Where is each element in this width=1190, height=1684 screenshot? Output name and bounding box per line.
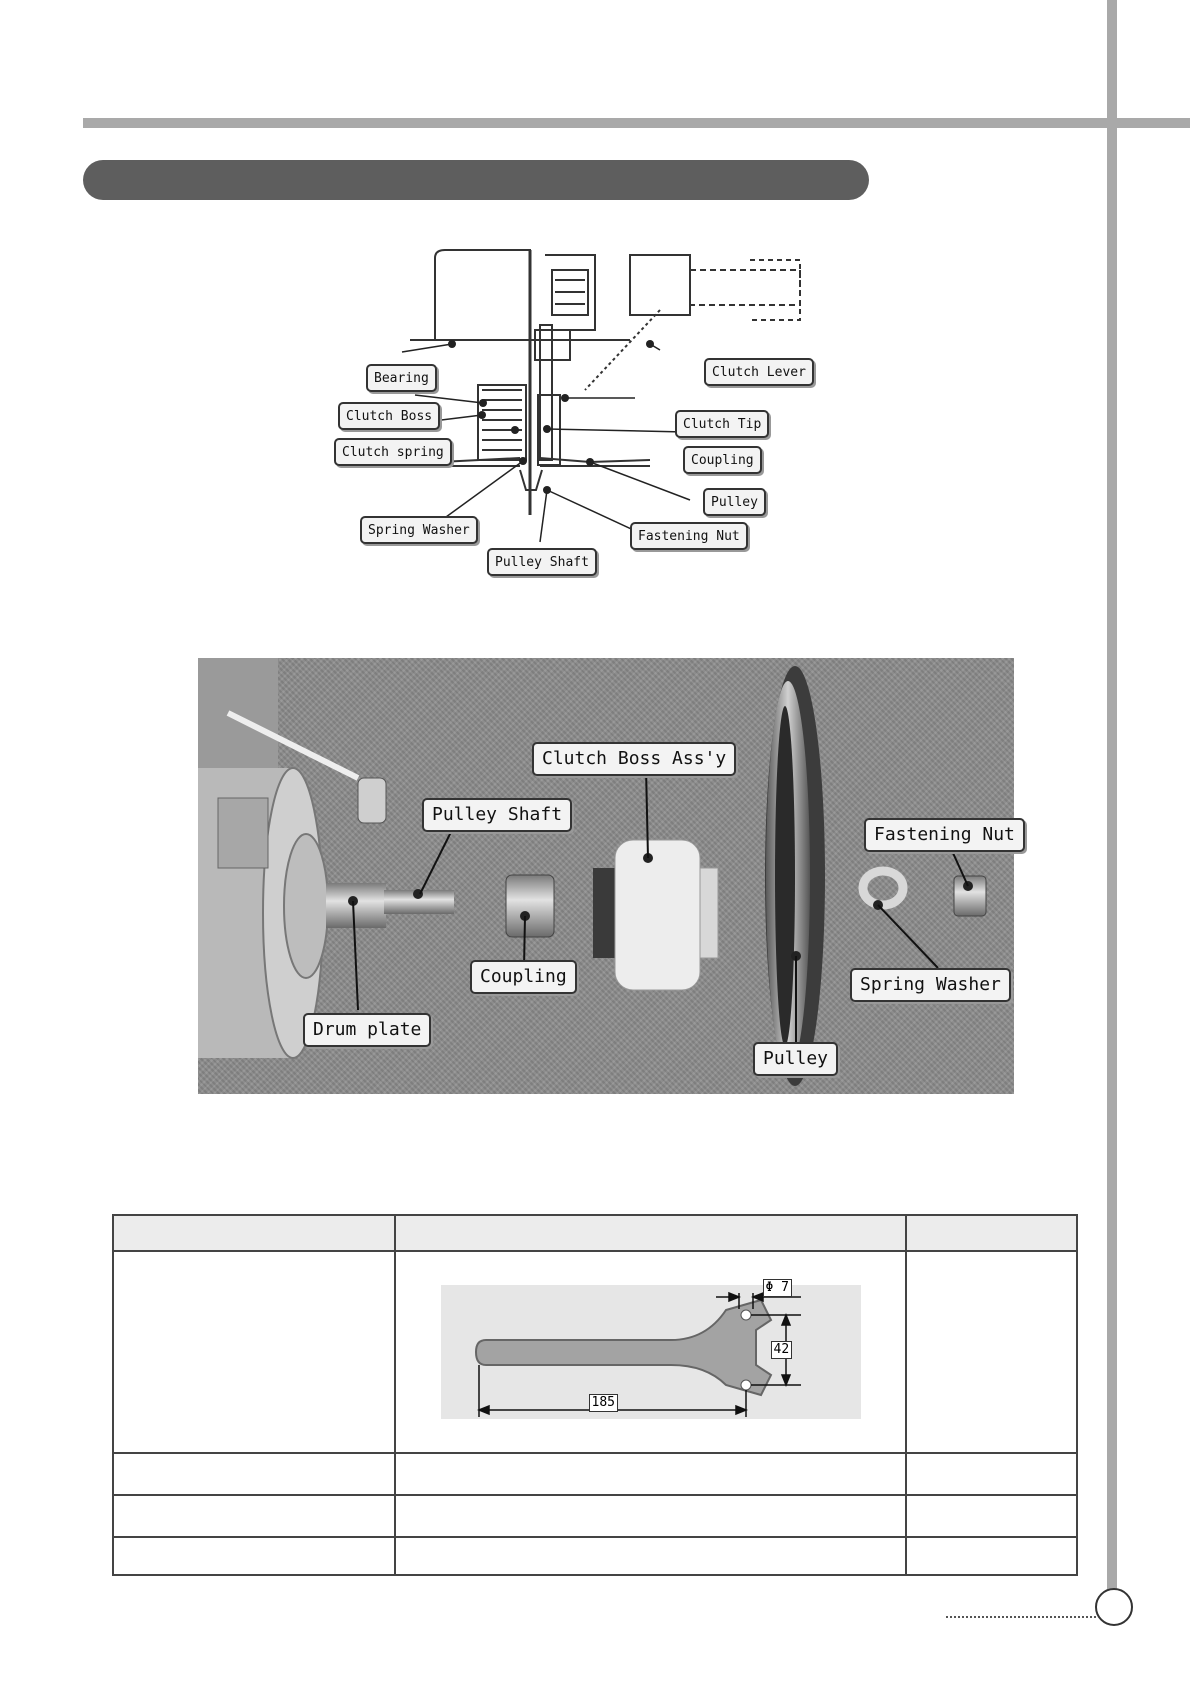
diagram-label-clutch-lever: Clutch Lever [704, 358, 814, 386]
table-header-row [113, 1215, 1077, 1251]
table-row [113, 1495, 1077, 1537]
diagram-label-bearing: Bearing [366, 364, 437, 392]
clutch-boss-body [478, 385, 526, 460]
page-number-leader [946, 1616, 1096, 1618]
table-cell [113, 1537, 395, 1575]
table-cell [906, 1453, 1077, 1495]
section-title-bar [83, 160, 869, 200]
pulley-right [540, 458, 650, 462]
dimension-diameter: Φ 7 [763, 1279, 792, 1297]
wrench-shape [476, 1300, 771, 1395]
table-cell [113, 1453, 395, 1495]
page-number-badge [1095, 1588, 1133, 1626]
diagram-label-fastening-nut: Fastening Nut [630, 522, 748, 550]
dimension-length: 185 [589, 1394, 618, 1412]
table-cell-tool-drawing [395, 1251, 906, 1453]
photo-label-drum-plate: Drum plate [303, 1013, 431, 1047]
wrench-tool-drawing [441, 1285, 861, 1419]
lever-housing [630, 255, 690, 315]
photo-label-fastening-nut: Fastening Nut [864, 818, 1025, 852]
drum-hub [284, 834, 328, 978]
wrench-tool-image [441, 1280, 861, 1419]
clutch-boss-part [615, 840, 700, 990]
table-cell [906, 1495, 1077, 1537]
table-header-cell [113, 1215, 395, 1251]
clutch-boss-ring [593, 868, 615, 958]
coupling-part [506, 875, 554, 937]
lever-rod [585, 310, 660, 390]
diagram-label-spring-washer: Spring Washer [360, 516, 478, 544]
table-header-cell [395, 1215, 906, 1251]
photo-label-spring-washer: Spring Washer [850, 968, 1011, 1002]
tools-table [112, 1214, 1078, 1576]
clutch-tip-part [358, 778, 386, 823]
table-cell [395, 1453, 906, 1495]
motor-outline [690, 270, 800, 305]
clutch-spring-part [218, 798, 268, 868]
top-rule [83, 118, 1190, 128]
diagram-label-pulley: Pulley [703, 488, 766, 516]
table-cell [395, 1495, 906, 1537]
diagram-label-clutch-spring: Clutch spring [334, 438, 452, 466]
table-row [113, 1537, 1077, 1575]
diagram-label-pulley-shaft: Pulley Shaft [487, 548, 597, 576]
table-cell [906, 1537, 1077, 1575]
photo-label-pulley-shaft: Pulley Shaft [422, 798, 572, 832]
table-cell [906, 1251, 1077, 1453]
tub-outline [435, 250, 530, 340]
shaft-base [326, 883, 386, 928]
diagram-label-clutch-boss: Clutch Boss [338, 402, 440, 430]
table-row [113, 1251, 1077, 1453]
spring-washer-part [863, 871, 903, 905]
bracket [198, 658, 278, 768]
table-header-cell [906, 1215, 1077, 1251]
dimension-width: 42 [771, 1341, 793, 1359]
photo-label-clutch-boss-assy: Clutch Boss Ass'y [532, 742, 736, 776]
diagram-label-coupling: Coupling [683, 446, 762, 474]
diagram-label-clutch-tip: Clutch Tip [675, 410, 769, 438]
table-cell [113, 1251, 395, 1453]
table-row [113, 1453, 1077, 1495]
photo-label-coupling: Coupling [470, 960, 577, 994]
table-cell [113, 1495, 395, 1537]
table-cell [395, 1537, 906, 1575]
side-rule [1107, 0, 1117, 1600]
photo-label-pulley: Pulley [753, 1042, 838, 1076]
